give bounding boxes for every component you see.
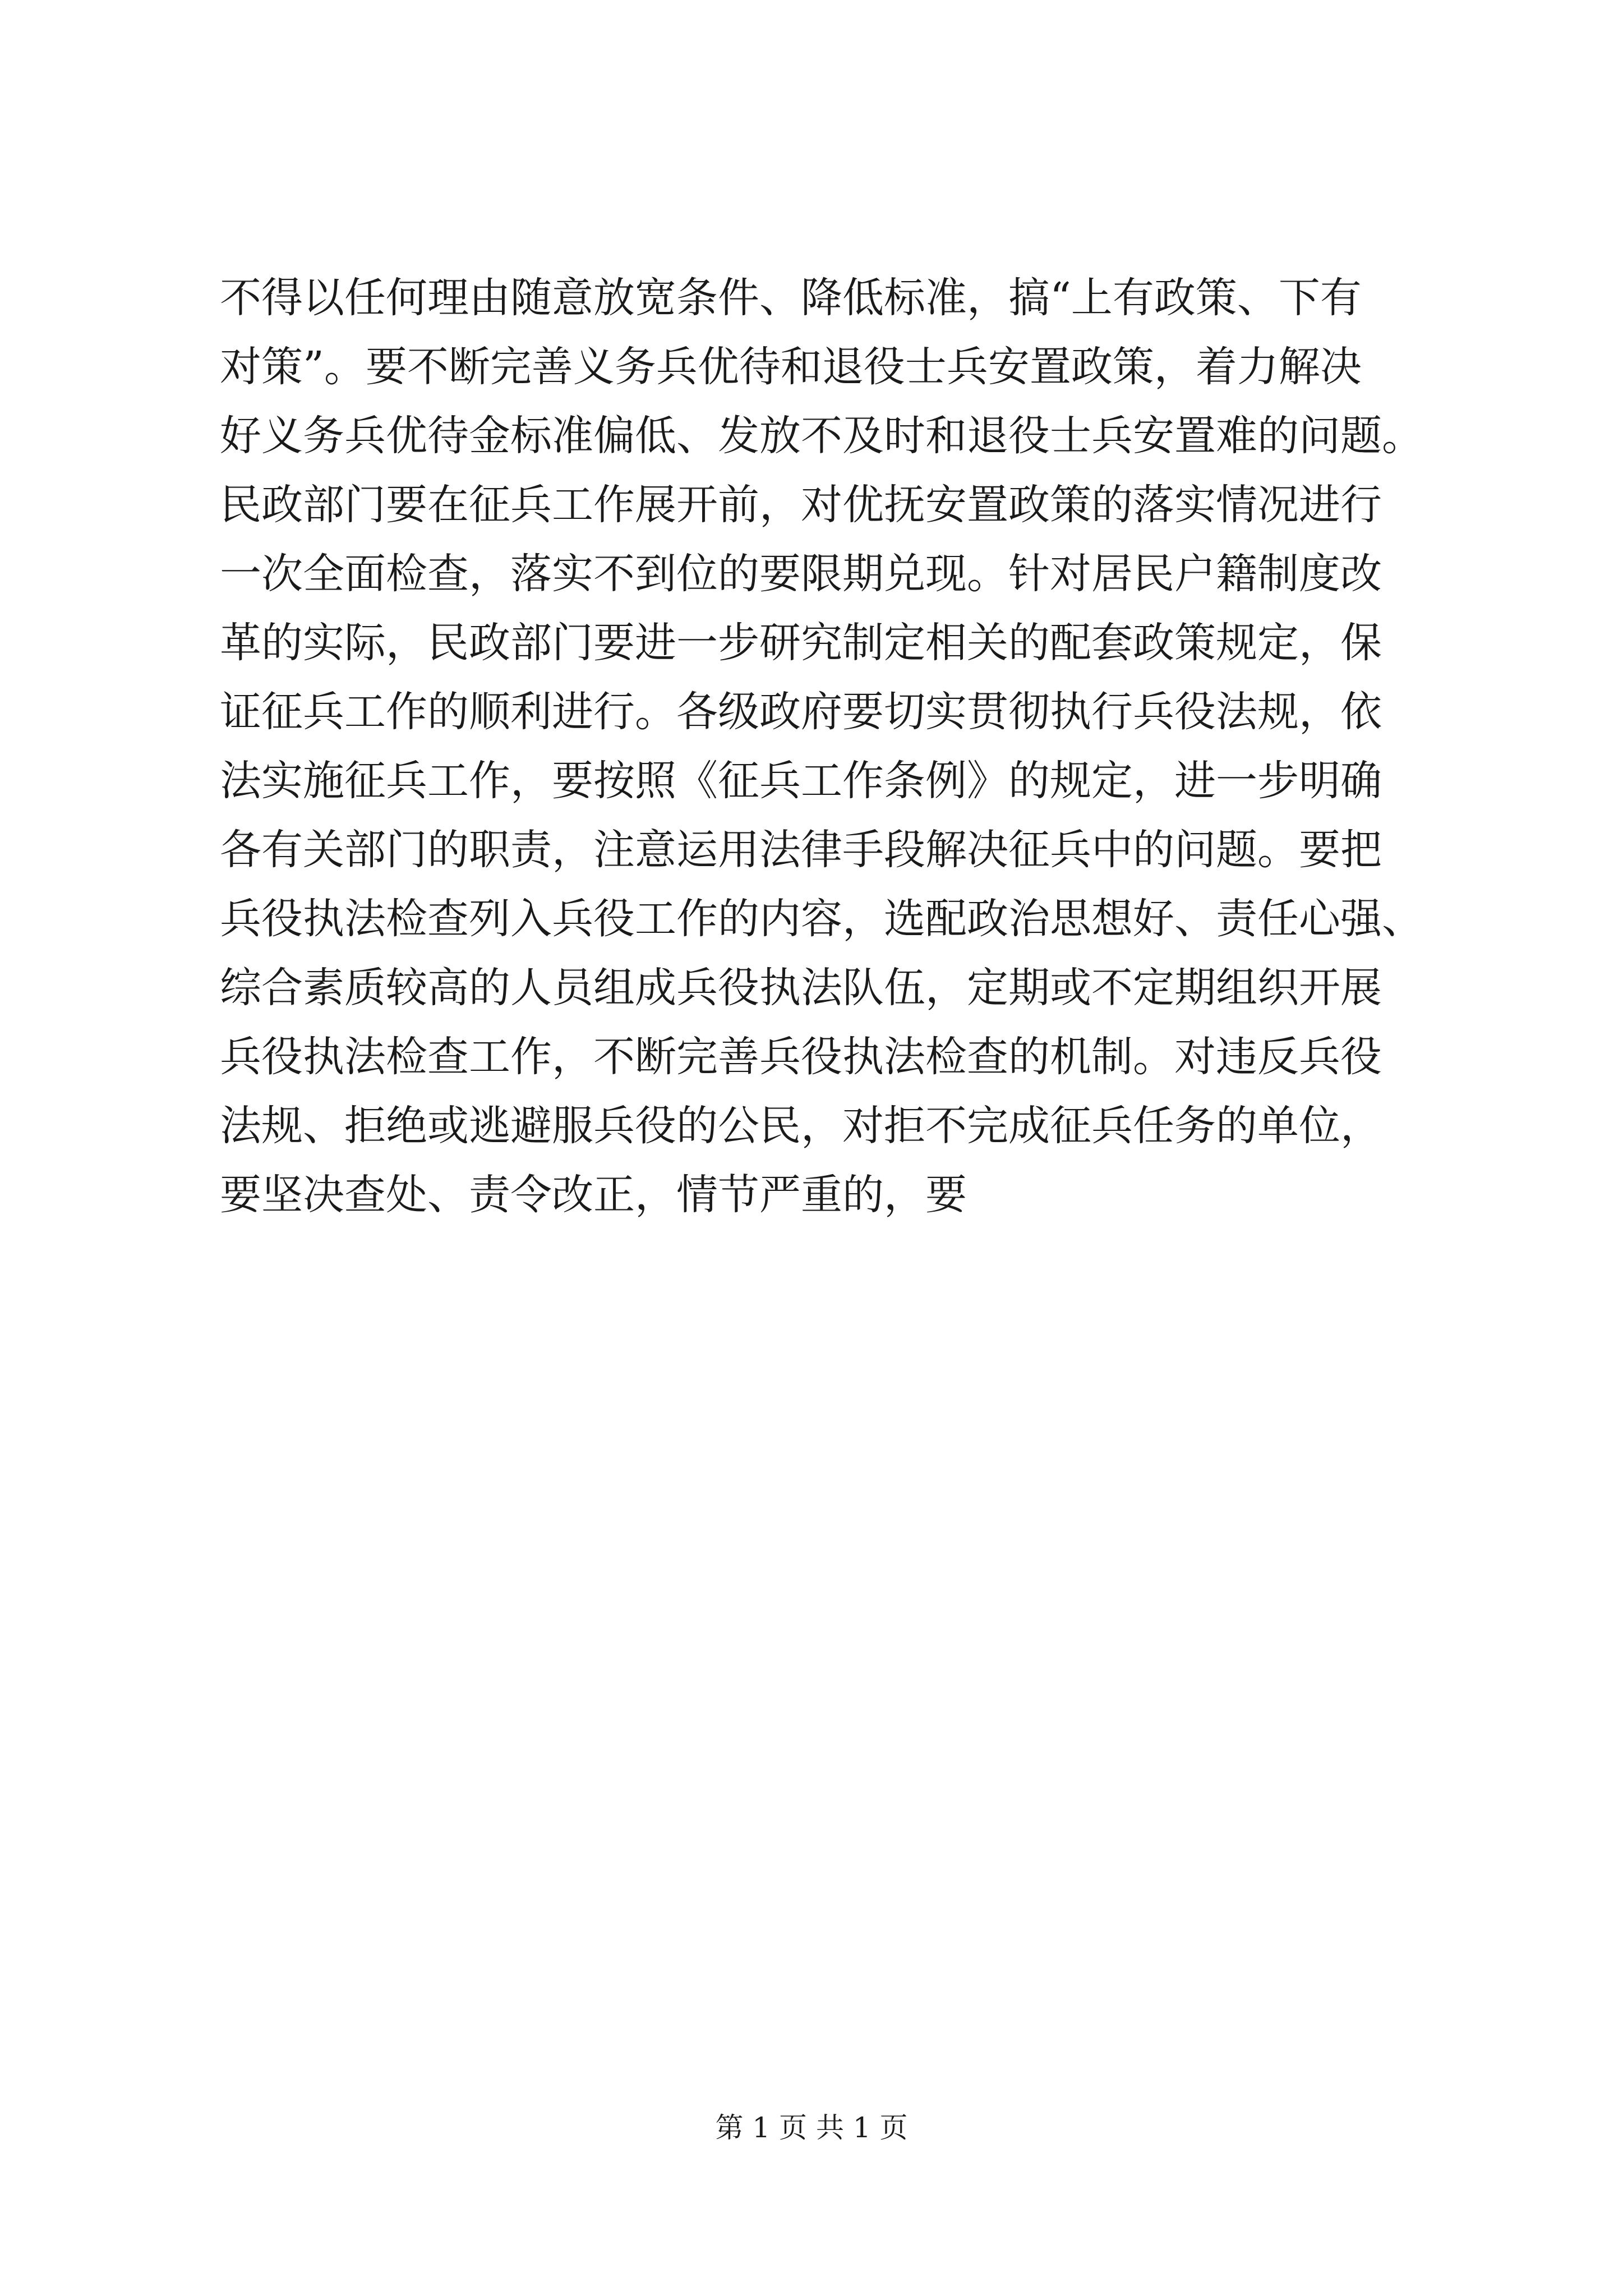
text-line: 不得以任何理由随意放宽条件、降低标准，搞“上有政策、下有: [220, 274, 1362, 322]
text-line: 各有关部门的职责，注意运用法律手段解决征兵中的问题。要把: [220, 826, 1382, 874]
text-line: 法实施征兵工作，要按照《征兵工作条例》的规定，进一步明确: [220, 757, 1382, 805]
page-footer: [0, 2108, 1623, 2147]
text-line: 综合素质较高的人员组成兵役执法队伍，定期或不定期组织开展: [220, 964, 1382, 1012]
text-line: 兵役执法检查工作，不断完善兵役执法检查的机制。对违反兵役: [220, 1033, 1382, 1081]
page-number: 第 1 页 共 1 页: [715, 2111, 908, 2144]
text-line: 一次全面检查，落实不到位的要限期兑现。针对居民户籍制度改: [220, 550, 1382, 598]
body-text: [220, 264, 1476, 1230]
text-line: 法规、拒绝或逃避服兵役的公民，对拒不完成征兵任务的单位，: [220, 1102, 1382, 1150]
text-line: 证征兵工作的顺利进行。各级政府要切实贯彻执行兵役法规，依: [220, 688, 1382, 736]
text-line: 好义务兵优待金标准偏低、发放不及时和退役士兵安置难的问题。: [220, 412, 1423, 460]
text-line: 对策”。要不断完善义务兵优待和退役士兵安置政策，着力解决: [220, 343, 1362, 391]
text-line: 革的实际，民政部门要进一步研究制定相关的配套政策规定，保: [220, 619, 1382, 667]
text-line: 民政部门要在征兵工作展开前，对优抚安置政策的落实情况进行: [220, 481, 1382, 529]
text-line: 要坚决查处、责令改正，情节严重的，要: [220, 1171, 967, 1219]
text-line: 兵役执法检查列入兵役工作的内容，选配政治思想好、责任心强、: [220, 895, 1423, 943]
